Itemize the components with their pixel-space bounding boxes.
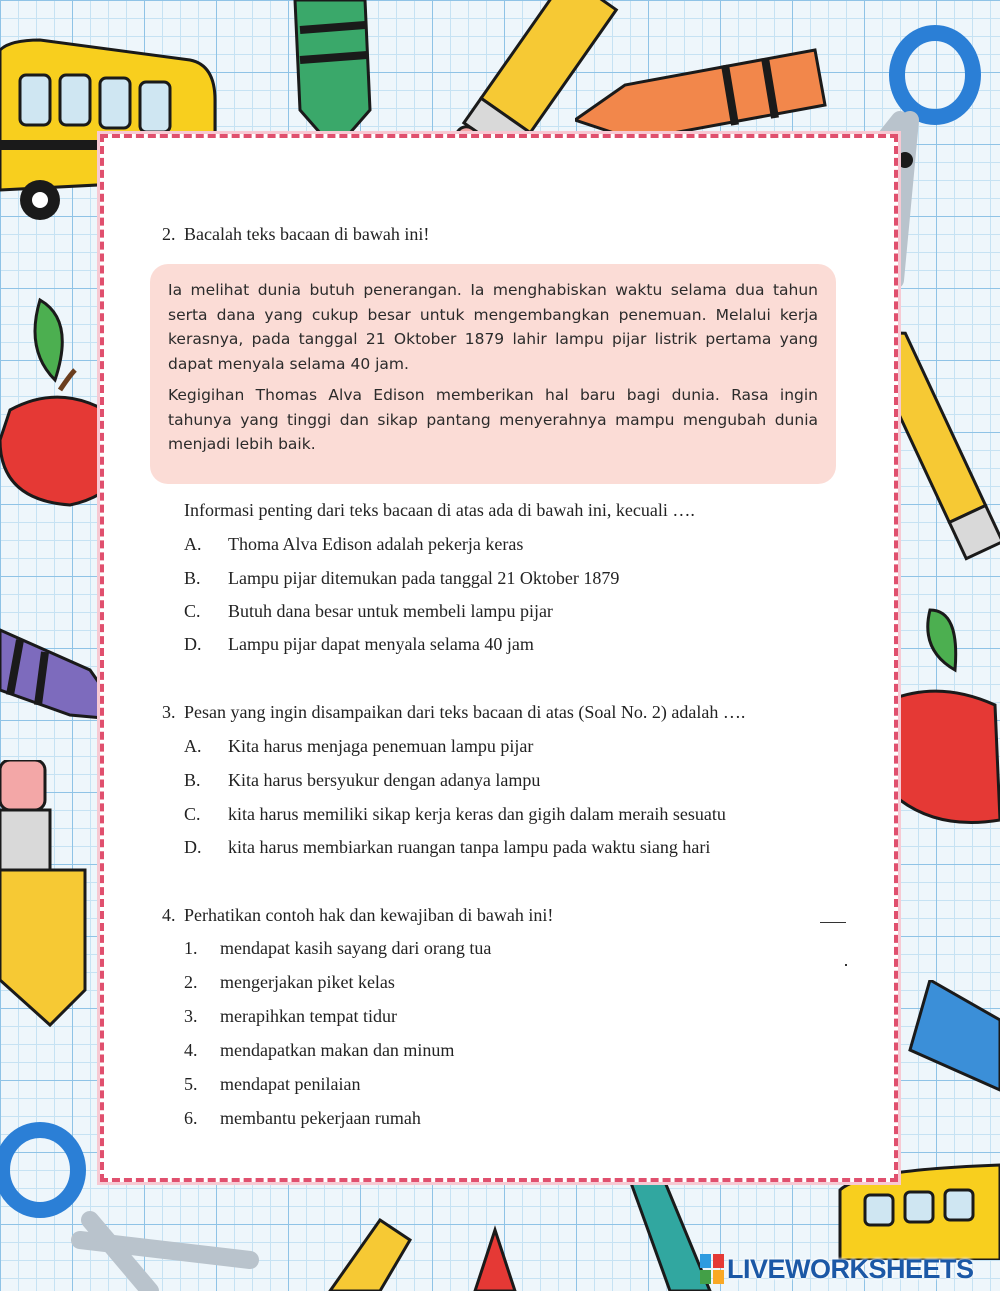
option-text: Lampu pijar dapat menyala selama 40 jam: [228, 634, 534, 654]
item-key: 1.: [184, 938, 198, 958]
option-key: C.: [184, 601, 201, 621]
orange-crayon-illustration: [575, 30, 835, 150]
item-key: 4.: [184, 1040, 198, 1060]
question-4-title: [162, 905, 553, 926]
item-key: 3.: [184, 1006, 198, 1026]
question-2-option-c[interactable]: [184, 601, 553, 622]
option-key: C.: [184, 804, 201, 824]
liveworksheets-text: LIVEWORKSHEETS: [727, 1253, 974, 1284]
blue-crayon-illustration: [900, 980, 1000, 1100]
liveworksheets-logo-icon: [700, 1254, 724, 1284]
option-text: Kita harus bersyukur dengan adanya lampu: [228, 770, 541, 790]
question-4-item-5: [184, 1074, 360, 1095]
question-3-number: 3.: [162, 702, 176, 722]
question-4-item-6: [184, 1108, 421, 1129]
yellow-pencil-left-illustration: [0, 760, 100, 1030]
option-key: A.: [184, 736, 202, 756]
item-key: 6.: [184, 1108, 198, 1128]
item-key: 5.: [184, 1074, 198, 1094]
option-key: A.: [184, 534, 202, 554]
question-4-item-3: [184, 1006, 397, 1027]
question-2-option-d[interactable]: [184, 634, 534, 655]
question-4-item-2: [184, 972, 395, 993]
option-text: Kita harus menjaga penemuan lampu pijar: [228, 736, 534, 756]
answer-line: [820, 922, 846, 923]
apple-right-illustration: [880, 600, 1000, 830]
question-2-title: [162, 224, 429, 245]
reading-paragraph-2: Kegigihan Thomas Alva Edison memberikan hal baru bagi dunia. Rasa ingin tahunya yang tinggi dan sikap pantang menyerahnya mampu mengubah dunia menjadi lebih baik.: [168, 386, 818, 453]
item-text: mengerjakan piket kelas: [220, 972, 395, 992]
question-2-number: 2.: [162, 224, 176, 244]
question-4-item-1: [184, 938, 491, 959]
question-3-option-d[interactable]: [184, 837, 710, 858]
option-key: B.: [184, 770, 201, 790]
option-text: kita harus memiliki sikap kerja keras dan gigih dalam meraih sesuatu: [228, 804, 726, 824]
question-2-prompt: Informasi penting dari teks bacaan di atas ada di bawah ini, kecuali ….: [184, 500, 695, 520]
reading-passage: [150, 264, 836, 484]
yellow-pencil-right-illustration: [880, 330, 1000, 580]
option-text: kita harus membiarkan ruangan tanpa lampu pada waktu siang hari: [228, 837, 711, 857]
question-2-option-b[interactable]: [184, 568, 619, 589]
worksheet-page: [100, 134, 898, 1182]
question-2-text: Bacalah teks bacaan di bawah ini!: [184, 224, 430, 244]
option-key: D.: [184, 634, 202, 654]
question-4-item-4: [184, 1040, 454, 1061]
item-text: merapihkan tempat tidur: [220, 1006, 397, 1026]
item-text: mendapat penilaian: [220, 1074, 361, 1094]
question-3-option-c[interactable]: [184, 804, 726, 825]
answer-dot: [845, 964, 847, 966]
option-text: Butuh dana besar untuk membeli lampu pijar: [228, 601, 553, 621]
question-4-text: Perhatikan contoh hak dan kewajiban di bawah ini!: [184, 905, 554, 925]
question-3-option-b[interactable]: [184, 770, 540, 791]
question-3-text: Pesan yang ingin disampaikan dari teks bacaan di atas (Soal No. 2) adalah ….: [184, 702, 746, 722]
reading-paragraph-1: Ia melihat dunia butuh penerangan. Ia menghabiskan waktu selama dua tahun serta dana yang cukup besar untuk mengembangkan penemuan. Melalui kerja kerasnya, pada tanggal 21 Oktober 1879 lahir lampu pijar listrik pertama yang dapat menyala selama 40 jam.: [168, 281, 818, 373]
question-2-option-a[interactable]: [184, 534, 523, 555]
item-text: mendapatkan makan dan minum: [220, 1040, 455, 1060]
item-text: membantu pekerjaan rumah: [220, 1108, 421, 1128]
option-key: B.: [184, 568, 201, 588]
liveworksheets-watermark: [700, 1252, 996, 1286]
option-text: Thoma Alva Edison adalah pekerja keras: [228, 534, 524, 554]
question-3-title: [162, 702, 745, 723]
question-3-option-a[interactable]: [184, 736, 533, 757]
item-text: mendapat kasih sayang dari orang tua: [220, 938, 492, 958]
option-key: D.: [184, 837, 202, 857]
question-4-number: 4.: [162, 905, 176, 925]
item-key: 2.: [184, 972, 198, 992]
option-text: Lampu pijar ditemukan pada tanggal 21 Oktober 1879: [228, 568, 620, 588]
